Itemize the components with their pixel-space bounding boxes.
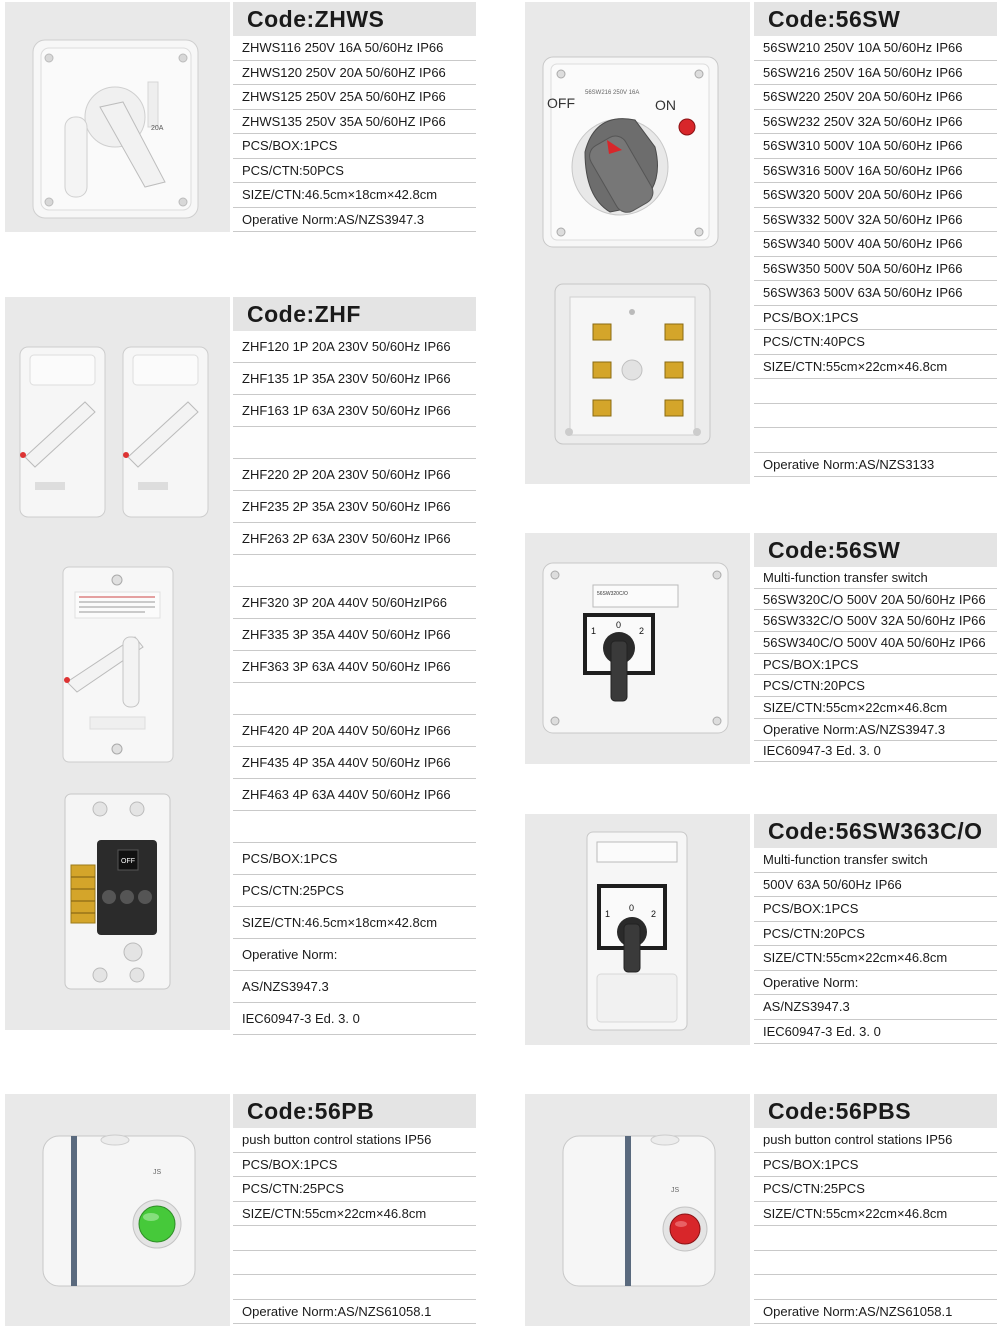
spec-line: 56SW320 500V 20A 50/60Hz IP66 [754, 183, 997, 208]
spec-line: 56SW332 500V 32A 50/60Hz IP66 [754, 208, 997, 233]
spec-line: SIZE/CTN:55cm×22cm×46.8cm [754, 355, 997, 380]
spec-line: IEC60947-3 Ed. 3. 0 [754, 741, 997, 763]
section-56pbs [754, 1094, 997, 1324]
spec-line: ZHF135 1P 35A 230V 50/60Hz IP66 [233, 363, 476, 395]
spec-line: ZHF463 4P 63A 440V 50/60Hz IP66 [233, 779, 476, 811]
spec-line [754, 379, 997, 404]
spec-list [233, 36, 476, 232]
spec-line: ZHF120 1P 20A 230V 50/60Hz IP66 [233, 331, 476, 363]
spec-line: IEC60947-3 Ed. 3. 0 [233, 1003, 476, 1035]
sw-on-label: ON [655, 97, 676, 113]
spec-line: PCS/BOX:1PCS [754, 1153, 997, 1178]
section-code: Code:56PBS [754, 1094, 997, 1128]
spec-line: SIZE/CTN:55cm×22cm×46.8cm [754, 697, 997, 719]
spec-line: SIZE/CTN:55cm×22cm×46.8cm [233, 1202, 476, 1227]
spec-line: Operative Norm: [233, 939, 476, 971]
spec-line: 56SW316 500V 16A 50/60Hz IP66 [754, 159, 997, 184]
spec-line [754, 428, 997, 453]
spec-line: 56SW216 250V 16A 50/60Hz IP66 [754, 61, 997, 86]
spec-line: ZHWS135 250V 35A 50/60HZ IP66 [233, 110, 476, 135]
spec-line: AS/NZS3947.3 [754, 995, 997, 1020]
spec-line: SIZE/CTN:55cm×22cm×46.8cm [754, 1202, 997, 1227]
spec-line: ZHWS116 250V 16A 50/60Hz IP66 [233, 36, 476, 61]
spec-list [754, 36, 997, 477]
spec-line: Operative Norm:AS/NZS61058.1 [233, 1300, 476, 1325]
spec-line: ZHF363 3P 63A 440V 50/60Hz IP66 [233, 651, 476, 683]
spec-line: PCS/BOX:1PCS [233, 843, 476, 875]
spec-line: Operative Norm: [754, 971, 997, 996]
spec-line: AS/NZS3947.3 [233, 971, 476, 1003]
spec-line: ZHWS120 250V 20A 50/60HZ IP66 [233, 61, 476, 86]
56sw-product-photo [525, 2, 750, 484]
spec-line: ZHWS125 250V 25A 50/60HZ IP66 [233, 85, 476, 110]
spec-line [233, 811, 476, 843]
section-56sw-co [754, 533, 997, 762]
spec-line: ZHF235 2P 35A 230V 50/60Hz IP66 [233, 491, 476, 523]
spec-line: push button control stations IP56 [233, 1128, 476, 1153]
spec-line: SIZE/CTN:55cm×22cm×46.8cm [754, 946, 997, 971]
spec-line: 56SW220 250V 20A 50/60Hz IP66 [754, 85, 997, 110]
spec-line: ZHF435 4P 35A 440V 50/60Hz IP66 [233, 747, 476, 779]
spec-line: ZHF420 4P 20A 440V 50/60Hz IP66 [233, 715, 476, 747]
spec-line: ZHF220 2P 20A 230V 50/60Hz IP66 [233, 459, 476, 491]
pb-brand-label: JS [153, 1169, 162, 1176]
spec-line: SIZE/CTN:46.5cm×18cm×42.8cm [233, 183, 476, 208]
pbs-brand-label: JS [671, 1187, 680, 1194]
spec-line [754, 404, 997, 429]
sw-plate-label: 56SW216 250V 16A [585, 90, 640, 96]
spec-line [233, 427, 476, 459]
zhws-product-photo [5, 2, 230, 232]
spec-line: ZHF163 1P 63A 230V 50/60Hz IP66 [233, 395, 476, 427]
spec-list [233, 1128, 476, 1324]
section-56pb [233, 1094, 476, 1324]
spec-line: 56SW310 500V 10A 50/60Hz IP66 [754, 134, 997, 159]
spec-line: PCS/CTN:25PCS [754, 1177, 997, 1202]
zhws-rating-label: 20A [151, 125, 164, 132]
section-56sw363co [754, 814, 997, 1044]
section-code: Code:ZHWS [233, 2, 476, 36]
section-code: Code:56PB [233, 1094, 476, 1128]
spec-line: Operative Norm:AS/NZS3947.3 [754, 719, 997, 741]
spec-list [754, 1128, 997, 1324]
zhf-off-label: OFF [121, 858, 135, 865]
co63-pos-2: 2 [651, 909, 657, 919]
spec-list [233, 331, 476, 1035]
spec-line: Operative Norm:AS/NZS61058.1 [754, 1300, 997, 1325]
56sw363co-product-photo [525, 814, 750, 1045]
56pb-product-photo [5, 1094, 230, 1326]
spec-line: SIZE/CTN:46.5cm×18cm×42.8cm [233, 907, 476, 939]
section-code: Code:56SW [754, 2, 997, 36]
co63-pos-1: 1 [605, 909, 611, 919]
section-zhws [233, 2, 476, 232]
spec-line [754, 1251, 997, 1276]
spec-line: PCS/CTN:50PCS [233, 159, 476, 184]
zhf-product-photo [5, 297, 230, 1030]
spec-line: Multi-function transfer switch [754, 848, 997, 873]
spec-line: 56SW320C/O 500V 20A 50/60Hz IP66 [754, 589, 997, 611]
spec-line: ZHF263 2P 63A 230V 50/60Hz IP66 [233, 523, 476, 555]
56sw-co-product-photo [525, 533, 750, 764]
spec-line: PCS/CTN:25PCS [233, 875, 476, 907]
spec-line: PCS/BOX:1PCS [754, 897, 997, 922]
spec-line [754, 1275, 997, 1300]
spec-line: PCS/BOX:1PCS [754, 654, 997, 676]
spec-line [754, 1226, 997, 1251]
spec-line: 56SW363 500V 63A 50/60Hz IP66 [754, 281, 997, 306]
spec-line: PCS/CTN:40PCS [754, 330, 997, 355]
spec-list [754, 567, 997, 762]
spec-line: PCS/CTN:20PCS [754, 922, 997, 947]
spec-line: Operative Norm:AS/NZS3133 [754, 453, 997, 478]
spec-line: 56SW332C/O 500V 32A 50/60Hz IP66 [754, 610, 997, 632]
spec-line: 56SW340 500V 40A 50/60Hz IP66 [754, 232, 997, 257]
spec-line [233, 1226, 476, 1251]
spec-line: PCS/BOX:1PCS [233, 134, 476, 159]
56pbs-product-photo [525, 1094, 750, 1326]
spec-line: push button control stations IP56 [754, 1128, 997, 1153]
spec-line: PCS/BOX:1PCS [754, 306, 997, 331]
spec-line [233, 1275, 476, 1300]
section-code: Code:ZHF [233, 297, 476, 331]
sw-off-label: OFF [547, 95, 575, 111]
spec-line [233, 1251, 476, 1276]
spec-line [233, 683, 476, 715]
section-code: Code:56SW363C/O [754, 814, 997, 848]
spec-line: 56SW350 500V 50A 50/60Hz IP66 [754, 257, 997, 282]
spec-line: ZHF335 3P 35A 440V 50/60Hz IP66 [233, 619, 476, 651]
spec-line: PCS/CTN:25PCS [233, 1177, 476, 1202]
spec-line: PCS/BOX:1PCS [233, 1153, 476, 1178]
spec-line [233, 555, 476, 587]
spec-list [754, 848, 997, 1044]
spec-line: Operative Norm:AS/NZS3947.3 [233, 208, 476, 233]
spec-line: PCS/CTN:20PCS [754, 675, 997, 697]
spec-line: IEC60947-3 Ed. 3. 0 [754, 1020, 997, 1045]
spec-line: ZHF320 3P 20A 440V 50/60HzIP66 [233, 587, 476, 619]
section-zhf [233, 297, 476, 1035]
co-pos-0: 0 [616, 620, 622, 630]
section-56sw [754, 2, 997, 477]
spec-line: 56SW340C/O 500V 40A 50/60Hz IP66 [754, 632, 997, 654]
spec-line: 500V 63A 50/60Hz IP66 [754, 873, 997, 898]
co63-pos-0: 0 [629, 903, 635, 913]
section-code: Code:56SW [754, 533, 997, 567]
spec-line: 56SW232 250V 32A 50/60Hz IP66 [754, 110, 997, 135]
co-plate-label: 56SW320C/O [597, 591, 628, 597]
spec-line: Multi-function transfer switch [754, 567, 997, 589]
co-pos-1: 1 [591, 626, 597, 636]
co-pos-2: 2 [639, 626, 645, 636]
spec-line: 56SW210 250V 10A 50/60Hz IP66 [754, 36, 997, 61]
